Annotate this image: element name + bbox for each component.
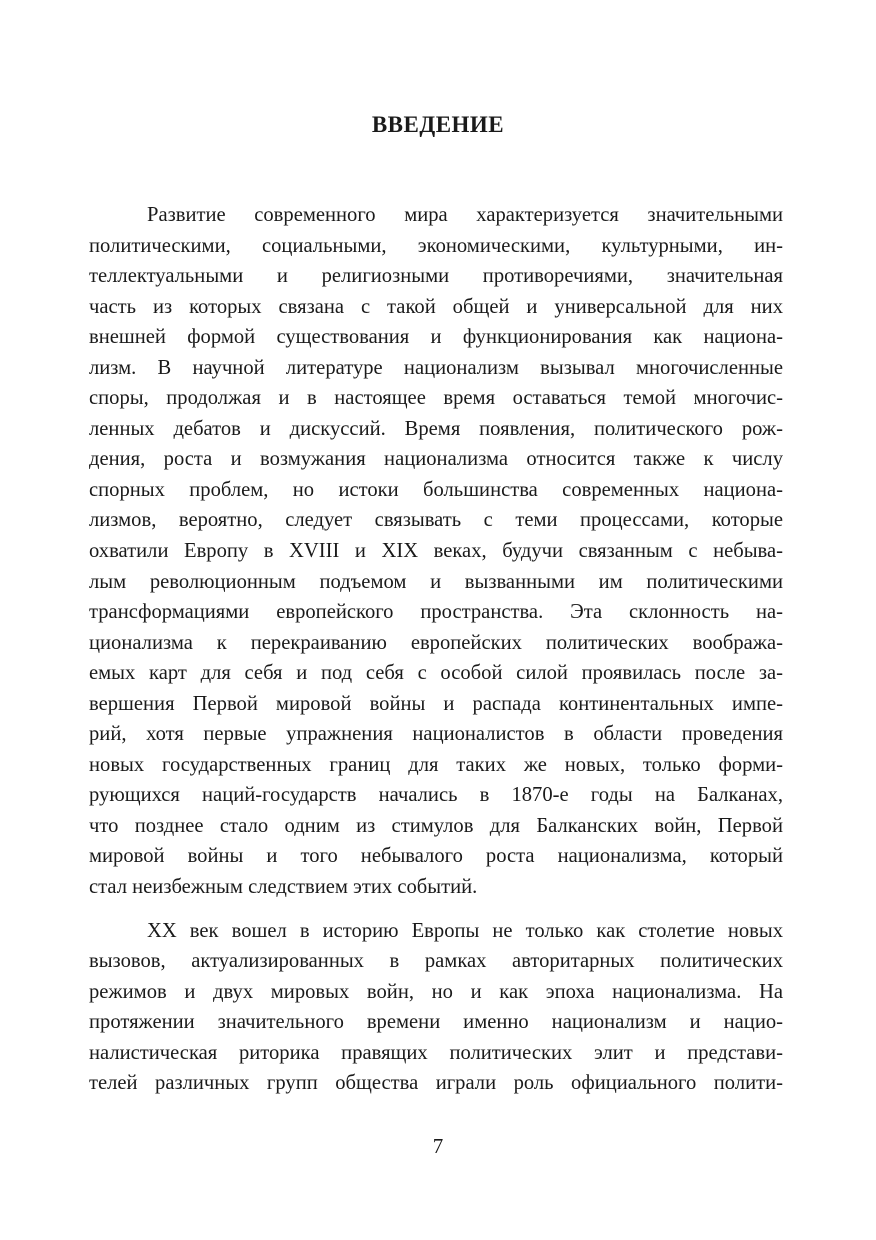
text-line: часть из которых связана с такой общей и универсальной для них	[89, 295, 783, 318]
chapter-title: ВВЕДЕНИЕ	[371, 112, 505, 137]
page-number: 7	[432, 1134, 444, 1158]
text-line: лизмов, вероятно, следует связывать с теми процессами, которые	[89, 509, 783, 532]
text-line: Развитие современного мира характеризуется значительными	[147, 204, 783, 226]
text-line: ционализма к перекраиванию европейских политических вообража-	[89, 631, 783, 654]
text-line: что позднее стало одним из стимулов для Балканских войн, Первой	[89, 814, 783, 837]
text-line: ленных дебатов и дискуссий. Время появления, политического рож-	[89, 417, 783, 440]
text-line: вершения Первой мировой войны и распада континентальных импе-	[89, 692, 783, 715]
text-line: режимов и двух мировых войн, но и как эпоха национализма. На	[89, 980, 783, 1003]
text-line: XX век вошел в историю Европы не только как столетие новых	[147, 919, 783, 942]
text-line: рий, хотя первые упражнения националистов в области проведения	[89, 723, 783, 746]
text-line: политическими, социальными, экономическими, культурными, ин-	[89, 234, 783, 257]
text-line: вызовов, актуализированных в рамках авторитарных политических	[89, 950, 783, 973]
text-line: протяжении значительного времени именно национализм и нацио-	[89, 1011, 783, 1034]
text-line: внешней формой существования и функционирования как национа-	[89, 326, 783, 349]
text-line: мировой войны и того небывалого роста национализма, который	[89, 845, 783, 868]
text-line: рующихся наций-государств начались в 1870-е годы на Балканах,	[89, 784, 783, 807]
text-line: трансформациями европейского пространства. Эта склонность на-	[89, 601, 783, 624]
text-line: дения, роста и возмужания национализма относится также к числу	[89, 448, 783, 471]
text-line: споры, продолжая и в настоящее время оставаться темой многочис-	[89, 387, 783, 410]
paragraph-2	[89, 916, 783, 1099]
text-line: лизм. В научной литературе национализм вызывал многочисленные	[89, 356, 783, 379]
text-line: теллектуальными и религиозными противоречиями, значительная	[89, 265, 783, 288]
paragraph-1	[89, 200, 783, 903]
text-line: лым революционным подъемом и вызванными им политическими	[89, 570, 783, 593]
text-line: новых государственных границ для таких же новых, только форми-	[89, 753, 783, 776]
text-line: спорных проблем, но истоки большинства современных национа-	[89, 478, 783, 501]
text-line: стал неизбежным следствием этих событий.	[89, 876, 478, 899]
text-line: налистическая риторика правящих политических элит и представи-	[89, 1041, 783, 1064]
text-line: телей различных групп общества играли роль официального полити-	[89, 1072, 783, 1095]
body-text	[89, 200, 783, 1099]
text-line: охватили Европу в XVIII и XIX веках, будучи связанным с небыва-	[89, 540, 783, 563]
text-line: емых карт для себя и под себя с особой силой проявилась после за-	[89, 662, 783, 685]
